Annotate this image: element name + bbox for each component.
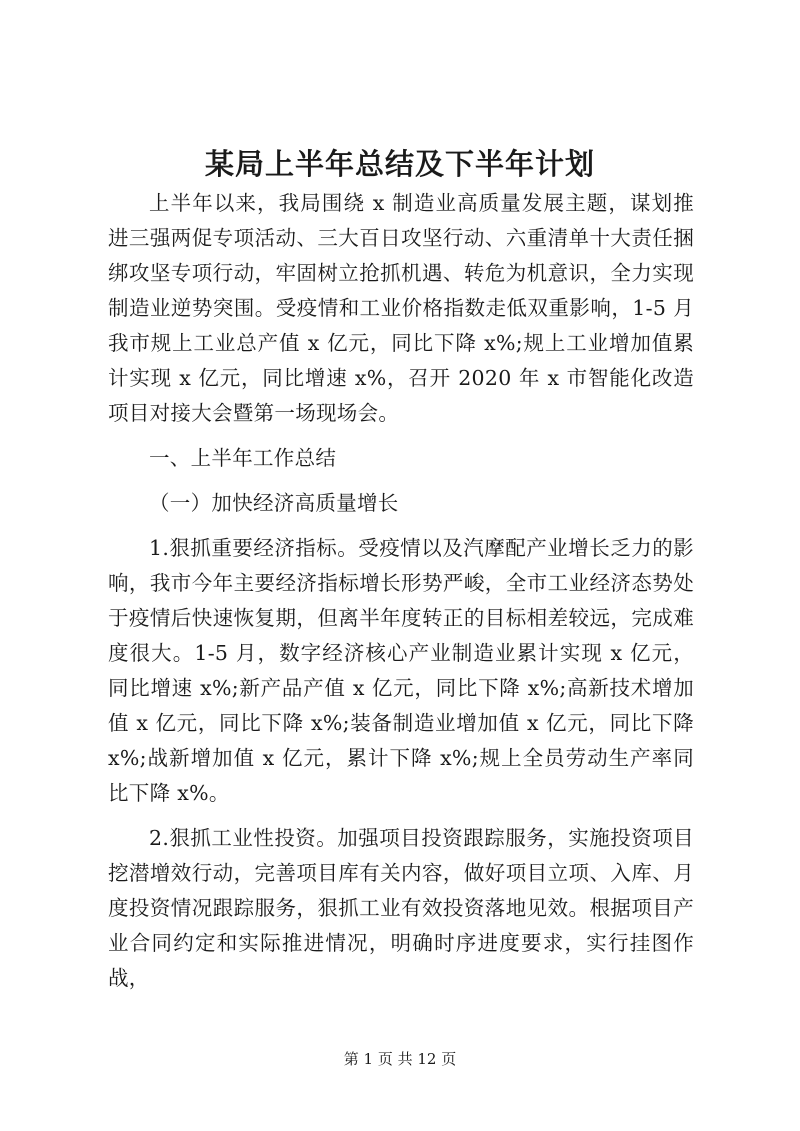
- document-body: [108, 186, 694, 996]
- page-footer: 第 1 页 共 12 页: [343, 1050, 457, 1068]
- document-title: 某局上半年总结及下半年计划: [204, 147, 595, 181]
- intro-paragraph: 上半年以来，我局围绕 x 制造业高质量发展主题，谋划推进三强两促专项活动、三大百日攻坚行动、六重清单十大责任捆绑攻坚专项行动，牢固树立抢抓机遇、转危为机意识，全力实现制造业逆势突围。受疫情和工业价格指数走低双重影响，1-5 月我市规上工业总产值 x 亿元，同比下降 x%;规上工业增加值累计实现 x 亿元，同比增速 x%，召开 2020 年 x 市智能化改造项目对接大会暨第一场现场会。: [108, 191, 694, 425]
- subsection-heading: （一）加快经济高质量增长: [149, 491, 399, 515]
- body-paragraph: 1.狠抓重要经济指标。受疫情以及汽摩配产业增长乏力的影响，我市今年主要经济指标增长形势严峻，全市工业经济态势处于疫情后快速恢复期，但离半年度转正的目标相差较远，完成难度很大。1-5 月，数字经济核心产业制造业累计实现 x 亿元，同比增速 x%;新产品产值 x 亿元，同比下降 x%;高新技术增加值 x 亿元，同比下降 x%;装备制造业增加值 x 亿元，同比下降 x%;战新增加值 x 亿元，累计下降 x%;规上全员劳动生产率同比下降 x%。: [108, 536, 694, 805]
- section-heading: 一、上半年工作总结: [149, 446, 337, 470]
- body-paragraph: 2.狠抓工业性投资。加强项目投资跟踪服务，实施投资项目挖潜增效行动，完善项目库有关内容，做好项目立项、入库、月度投资情况跟踪服务，狠抓工业有效投资落地见效。根据项目产业合同约定和实际推进情况，明确时序进度要求，实行挂图作战，: [108, 826, 694, 990]
